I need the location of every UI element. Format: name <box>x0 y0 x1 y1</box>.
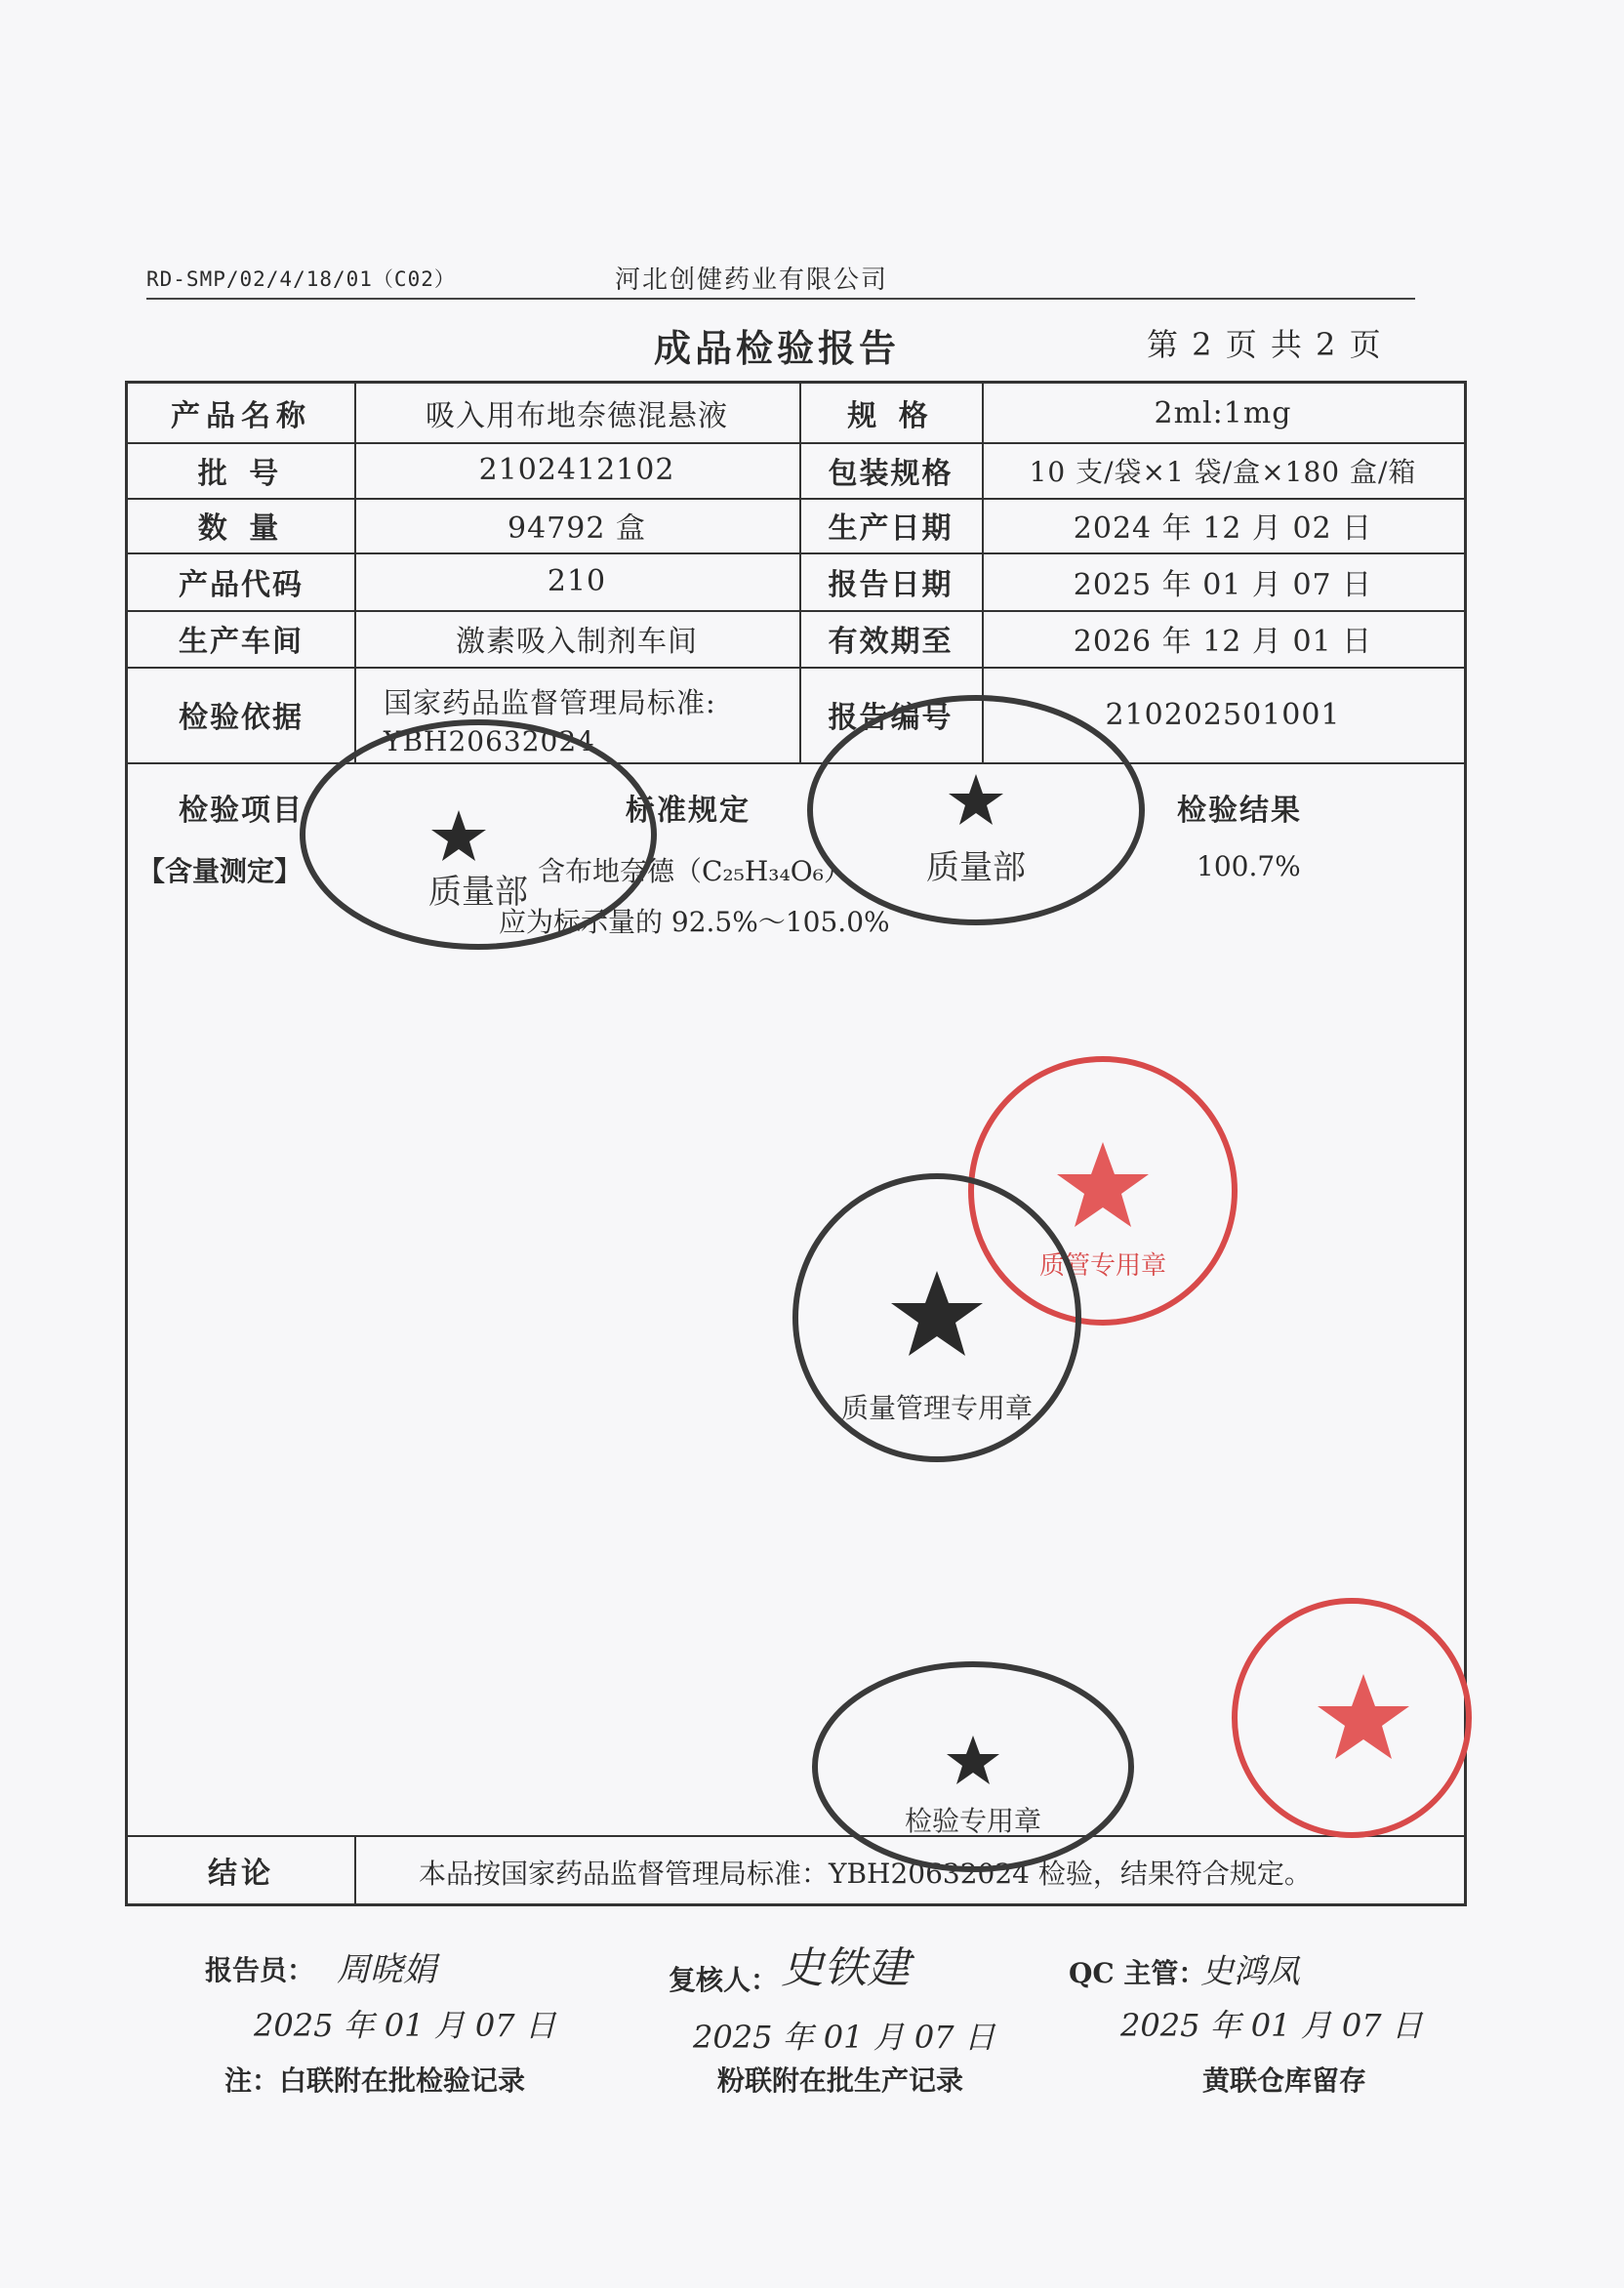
basis-standard-code: YBH20632024 <box>384 725 595 757</box>
label-product-name: 产品名称 <box>171 399 311 433</box>
footnote-white: 注：白联附在批检验记录 <box>224 2064 526 2097</box>
reporter-signature: 周晓娟 <box>337 1950 436 1989</box>
value-product-code: 210 <box>547 564 607 598</box>
label-quantity: 数 量 <box>197 511 285 546</box>
label-workshop: 生产车间 <box>179 625 304 659</box>
footnote-pink: 粉联附在批生产记录 <box>717 2064 964 2097</box>
conclusion-text: 本品按国家药品监督管理局标准：YBH20632024 检验，结果符合规定。 <box>419 1858 1312 1890</box>
stamp-qa-dept-2 <box>800 688 1152 932</box>
page-indicator: 第 2 页 共 2 页 <box>1147 326 1383 363</box>
stamp-quality-mgmt <box>781 1162 1093 1474</box>
value-mfg-date: 2024 年 12 月 02 日 <box>1073 511 1373 546</box>
stamp-red-2 <box>1225 1591 1479 1845</box>
label-report-date: 报告日期 <box>828 567 954 602</box>
reviewer-date: 2025 年 01 月 07 日 <box>693 2019 995 2056</box>
reviewer-signature: 史铁建 <box>781 1943 910 1993</box>
label-basis: 检验依据 <box>179 701 304 735</box>
value-expiry: 2026 年 12 月 01 日 <box>1073 625 1373 659</box>
label-spec: 规 格 <box>847 399 934 433</box>
company-name: 河北创健药业有限公司 <box>615 266 889 295</box>
label-expiry: 有效期至 <box>828 625 954 659</box>
label-conclusion: 结论 <box>208 1857 274 1891</box>
value-report-no: 210202501001 <box>1105 697 1341 732</box>
reviewer-label: 复核人： <box>669 1964 779 1996</box>
stamp-inspection <box>805 1650 1142 1874</box>
test-result: 100.7% <box>1197 850 1301 882</box>
svg-text:质量管理专用章: 质量管理专用章 <box>840 1392 1034 1424</box>
label-packing: 包装规格 <box>828 456 954 491</box>
footnote-yellow: 黄联仓库留存 <box>1202 2064 1367 2097</box>
label-mfg-date: 生产日期 <box>828 511 954 546</box>
basis-standard: 国家药品监督管理局标准: <box>384 686 716 719</box>
qc-supervisor-signature: 史鸿凤 <box>1200 1952 1300 1991</box>
value-batch: 2102412102 <box>478 453 675 487</box>
svg-text:质量部: 质量部 <box>926 848 1026 887</box>
qc-supervisor-label: QC 主管： <box>1069 1957 1206 1989</box>
label-batch: 批 号 <box>197 456 285 491</box>
report-title: 成品检验报告 <box>654 326 901 370</box>
svg-text:质量部: 质量部 <box>428 873 528 912</box>
value-report-date: 2025 年 01 月 07 日 <box>1073 567 1373 602</box>
reporter-date: 2025 年 01 月 07 日 <box>254 2007 556 2044</box>
value-product-name: 吸入用布地奈德混悬液 <box>426 399 728 433</box>
reporter-label: 报告员： <box>205 1954 315 1986</box>
test-standard-line2: 应为标示量的 92.5%～105.0% <box>499 906 890 938</box>
value-quantity: 94792 盒 <box>508 511 646 546</box>
test-standard-header: 标准规定 <box>626 794 751 828</box>
test-standard-line1: 含布地奈德（C₂₅H₃₄O₆） <box>538 855 851 887</box>
stamp-qa-dept-1 <box>293 713 664 957</box>
col-divider <box>354 1835 356 1905</box>
header-divider <box>146 298 1415 300</box>
qc-supervisor-date: 2025 年 01 月 07 日 <box>1120 2007 1423 2044</box>
svg-text:检验专用章: 检验专用章 <box>904 1805 1042 1837</box>
test-item-header: 检验项目 <box>179 794 304 828</box>
value-spec: 2ml:1mg <box>1154 395 1292 430</box>
svg-text:质管专用章: 质管专用章 <box>1038 1251 1167 1281</box>
value-packing: 10 支/袋×1 袋/盒×180 盒/箱 <box>1029 455 1417 488</box>
test-result-header: 检验结果 <box>1177 794 1302 828</box>
test-item: 【含量测定】 <box>138 855 303 887</box>
document-code: RD-SMP/02/4/18/01（C02） <box>146 267 456 291</box>
label-report-no: 报告编号 <box>828 701 954 735</box>
value-workshop: 激素吸入制剂车间 <box>456 625 698 659</box>
label-product-code: 产品代码 <box>179 567 304 602</box>
